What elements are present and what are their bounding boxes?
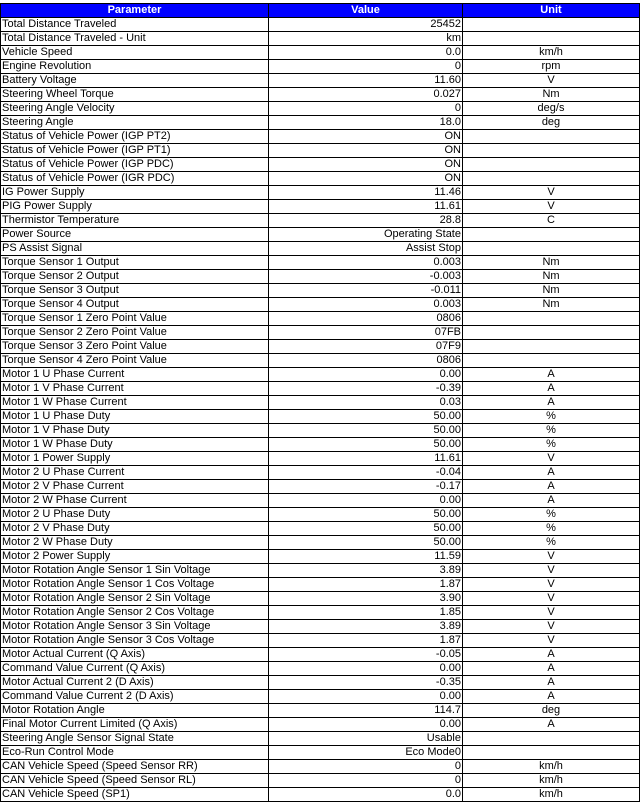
value-cell: 50.00 bbox=[269, 438, 463, 452]
value-cell: ON bbox=[269, 172, 463, 186]
parameter-cell: Power Source bbox=[1, 228, 269, 242]
table-row bbox=[1, 284, 640, 298]
table-row bbox=[1, 760, 640, 774]
parameter-cell: Motor Actual Current 2 (D Axis) bbox=[1, 676, 269, 690]
parameter-cell: Motor Rotation Angle Sensor 1 Cos Voltage bbox=[1, 578, 269, 592]
value-cell: 0 bbox=[269, 60, 463, 74]
parameter-cell: Status of Vehicle Power (IGR PDC) bbox=[1, 172, 269, 186]
value-cell: 11.60 bbox=[269, 74, 463, 88]
unit-cell bbox=[463, 732, 640, 746]
value-cell: 0 bbox=[269, 760, 463, 774]
table-row bbox=[1, 354, 640, 368]
unit-cell: V bbox=[463, 620, 640, 634]
unit-cell: km/h bbox=[463, 46, 640, 60]
value-cell: 28.8 bbox=[269, 214, 463, 228]
value-cell: Usable bbox=[269, 732, 463, 746]
unit-cell: V bbox=[463, 186, 640, 200]
table-row bbox=[1, 60, 640, 74]
table-row bbox=[1, 298, 640, 312]
value-cell: 114.7 bbox=[269, 704, 463, 718]
value-cell: 0 bbox=[269, 102, 463, 116]
value-cell: ON bbox=[269, 144, 463, 158]
table-row bbox=[1, 228, 640, 242]
parameter-cell: Torque Sensor 2 Zero Point Value bbox=[1, 326, 269, 340]
parameter-cell: Thermistor Temperature bbox=[1, 214, 269, 228]
unit-cell: deg/s bbox=[463, 102, 640, 116]
table-row bbox=[1, 144, 640, 158]
value-cell: 0.0 bbox=[269, 788, 463, 802]
unit-cell: A bbox=[463, 368, 640, 382]
value-cell: Assist Stop bbox=[269, 242, 463, 256]
table-row bbox=[1, 774, 640, 788]
table-row bbox=[1, 270, 640, 284]
value-cell: 0.00 bbox=[269, 690, 463, 704]
value-cell: 07FB bbox=[269, 326, 463, 340]
table-row bbox=[1, 88, 640, 102]
value-cell: 50.00 bbox=[269, 410, 463, 424]
value-cell: 0.00 bbox=[269, 718, 463, 732]
unit-cell: A bbox=[463, 494, 640, 508]
unit-cell: A bbox=[463, 396, 640, 410]
unit-cell: V bbox=[463, 550, 640, 564]
table-row bbox=[1, 494, 640, 508]
table-row bbox=[1, 18, 640, 32]
parameter-cell: Torque Sensor 4 Output bbox=[1, 298, 269, 312]
value-cell: -0.39 bbox=[269, 382, 463, 396]
parameter-cell: Torque Sensor 3 Output bbox=[1, 284, 269, 298]
unit-cell: A bbox=[463, 480, 640, 494]
unit-cell: V bbox=[463, 200, 640, 214]
parameter-cell: CAN Vehicle Speed (SP1) bbox=[1, 788, 269, 802]
parameter-cell: Motor 2 U Phase Current bbox=[1, 466, 269, 480]
parameter-cell: Vehicle Speed bbox=[1, 46, 269, 60]
parameter-cell: Motor 2 W Phase Duty bbox=[1, 536, 269, 550]
table-row bbox=[1, 256, 640, 270]
parameter-column-header: Parameter bbox=[1, 4, 269, 18]
unit-column-header: Unit bbox=[463, 4, 640, 18]
unit-cell: V bbox=[463, 452, 640, 466]
value-cell: 1.85 bbox=[269, 606, 463, 620]
table-row bbox=[1, 788, 640, 802]
table-row bbox=[1, 606, 640, 620]
parameter-cell: Command Value Current (Q Axis) bbox=[1, 662, 269, 676]
parameter-cell: Final Motor Current Limited (Q Axis) bbox=[1, 718, 269, 732]
parameter-cell: Status of Vehicle Power (IGP PT1) bbox=[1, 144, 269, 158]
parameter-cell: Total Distance Traveled bbox=[1, 18, 269, 32]
parameter-cell: Motor Rotation Angle Sensor 2 Sin Voltage bbox=[1, 592, 269, 606]
value-cell: 3.90 bbox=[269, 592, 463, 606]
table-row bbox=[1, 578, 640, 592]
value-cell: 07F9 bbox=[269, 340, 463, 354]
parameter-cell: Status of Vehicle Power (IGP PDC) bbox=[1, 158, 269, 172]
data-list-table bbox=[0, 3, 640, 802]
parameter-cell: Motor 1 W Phase Duty bbox=[1, 438, 269, 452]
parameter-cell: Steering Angle Sensor Signal State bbox=[1, 732, 269, 746]
unit-cell: % bbox=[463, 410, 640, 424]
unit-cell: % bbox=[463, 424, 640, 438]
table-row bbox=[1, 424, 640, 438]
unit-cell: A bbox=[463, 648, 640, 662]
unit-cell bbox=[463, 130, 640, 144]
parameter-cell: Motor 1 U Phase Current bbox=[1, 368, 269, 382]
unit-cell: V bbox=[463, 592, 640, 606]
unit-cell: A bbox=[463, 690, 640, 704]
table-row bbox=[1, 466, 640, 480]
value-cell: 11.61 bbox=[269, 452, 463, 466]
value-cell: 0.003 bbox=[269, 298, 463, 312]
unit-cell: V bbox=[463, 606, 640, 620]
value-cell: 18.0 bbox=[269, 116, 463, 130]
parameter-cell: PIG Power Supply bbox=[1, 200, 269, 214]
table-row bbox=[1, 746, 640, 760]
table-row bbox=[1, 522, 640, 536]
data-rows bbox=[1, 18, 640, 802]
parameter-cell: Motor 2 U Phase Duty bbox=[1, 508, 269, 522]
unit-cell: km/h bbox=[463, 760, 640, 774]
table-row bbox=[1, 550, 640, 564]
value-cell: 3.89 bbox=[269, 564, 463, 578]
table-row bbox=[1, 592, 640, 606]
unit-cell: A bbox=[463, 466, 640, 480]
table-row bbox=[1, 158, 640, 172]
table-row bbox=[1, 438, 640, 452]
value-cell: 0.00 bbox=[269, 368, 463, 382]
parameter-cell: PS Assist Signal bbox=[1, 242, 269, 256]
unit-cell bbox=[463, 158, 640, 172]
parameter-cell: Eco-Run Control Mode bbox=[1, 746, 269, 760]
data-list-container bbox=[0, 3, 640, 802]
parameter-cell: Motor Actual Current (Q Axis) bbox=[1, 648, 269, 662]
unit-cell: Nm bbox=[463, 256, 640, 270]
unit-cell bbox=[463, 354, 640, 368]
parameter-cell: Torque Sensor 1 Output bbox=[1, 256, 269, 270]
parameter-cell: Torque Sensor 2 Output bbox=[1, 270, 269, 284]
unit-cell bbox=[463, 228, 640, 242]
value-cell: -0.011 bbox=[269, 284, 463, 298]
value-cell: 0806 bbox=[269, 354, 463, 368]
parameter-cell: Torque Sensor 1 Zero Point Value bbox=[1, 312, 269, 326]
value-cell: 25452 bbox=[269, 18, 463, 32]
parameter-cell: Status of Vehicle Power (IGP PT2) bbox=[1, 130, 269, 144]
parameter-cell: Motor 2 V Phase Duty bbox=[1, 522, 269, 536]
table-row bbox=[1, 396, 640, 410]
value-cell: 0.003 bbox=[269, 256, 463, 270]
value-cell: 0.0 bbox=[269, 46, 463, 60]
unit-cell: Nm bbox=[463, 270, 640, 284]
value-cell: 11.46 bbox=[269, 186, 463, 200]
table-row bbox=[1, 718, 640, 732]
table-row bbox=[1, 634, 640, 648]
parameter-cell: Motor Rotation Angle Sensor 3 Sin Voltage bbox=[1, 620, 269, 634]
parameter-cell: Engine Revolution bbox=[1, 60, 269, 74]
value-cell: 0 bbox=[269, 774, 463, 788]
table-row bbox=[1, 340, 640, 354]
unit-cell: A bbox=[463, 718, 640, 732]
value-cell: -0.05 bbox=[269, 648, 463, 662]
unit-cell: A bbox=[463, 382, 640, 396]
table-row bbox=[1, 410, 640, 424]
parameter-cell: Motor Rotation Angle Sensor 1 Sin Voltage bbox=[1, 564, 269, 578]
parameter-cell: Motor 1 U Phase Duty bbox=[1, 410, 269, 424]
value-cell: ON bbox=[269, 158, 463, 172]
table-row bbox=[1, 368, 640, 382]
unit-cell: % bbox=[463, 522, 640, 536]
parameter-cell: Steering Angle Velocity bbox=[1, 102, 269, 116]
value-cell: 50.00 bbox=[269, 508, 463, 522]
unit-cell bbox=[463, 32, 640, 46]
table-row bbox=[1, 508, 640, 522]
parameter-cell: Motor Rotation Angle bbox=[1, 704, 269, 718]
value-cell: 50.00 bbox=[269, 522, 463, 536]
value-cell: 1.87 bbox=[269, 634, 463, 648]
unit-cell bbox=[463, 746, 640, 760]
table-row bbox=[1, 326, 640, 340]
unit-cell bbox=[463, 144, 640, 158]
value-cell: 11.59 bbox=[269, 550, 463, 564]
unit-cell: rpm bbox=[463, 60, 640, 74]
table-row bbox=[1, 242, 640, 256]
parameter-cell: CAN Vehicle Speed (Speed Sensor RR) bbox=[1, 760, 269, 774]
unit-cell bbox=[463, 326, 640, 340]
parameter-cell: Motor 1 Power Supply bbox=[1, 452, 269, 466]
value-cell: 0806 bbox=[269, 312, 463, 326]
value-cell: 3.89 bbox=[269, 620, 463, 634]
table-row bbox=[1, 46, 640, 60]
value-cell: 50.00 bbox=[269, 424, 463, 438]
unit-cell: deg bbox=[463, 116, 640, 130]
table-row bbox=[1, 200, 640, 214]
value-cell: -0.17 bbox=[269, 480, 463, 494]
table-row bbox=[1, 662, 640, 676]
parameter-cell: Motor Rotation Angle Sensor 3 Cos Voltage bbox=[1, 634, 269, 648]
unit-cell: Nm bbox=[463, 298, 640, 312]
value-cell: 11.61 bbox=[269, 200, 463, 214]
unit-cell: deg bbox=[463, 704, 640, 718]
parameter-cell: Motor 1 V Phase Duty bbox=[1, 424, 269, 438]
unit-cell: km/h bbox=[463, 788, 640, 802]
value-cell: 0.00 bbox=[269, 494, 463, 508]
value-cell: -0.003 bbox=[269, 270, 463, 284]
table-row bbox=[1, 620, 640, 634]
value-cell: km bbox=[269, 32, 463, 46]
unit-cell: % bbox=[463, 536, 640, 550]
parameter-cell: Steering Wheel Torque bbox=[1, 88, 269, 102]
table-row bbox=[1, 676, 640, 690]
unit-cell: V bbox=[463, 74, 640, 88]
unit-cell: V bbox=[463, 634, 640, 648]
parameter-cell: Command Value Current 2 (D Axis) bbox=[1, 690, 269, 704]
value-column-header: Value bbox=[269, 4, 463, 18]
parameter-cell: Battery Voltage bbox=[1, 74, 269, 88]
table-row bbox=[1, 102, 640, 116]
unit-cell: Nm bbox=[463, 88, 640, 102]
unit-cell: V bbox=[463, 564, 640, 578]
value-cell: 50.00 bbox=[269, 536, 463, 550]
unit-cell: Nm bbox=[463, 284, 640, 298]
value-cell: Operating State bbox=[269, 228, 463, 242]
parameter-cell: Motor 2 W Phase Current bbox=[1, 494, 269, 508]
table-row bbox=[1, 172, 640, 186]
parameter-cell: Torque Sensor 3 Zero Point Value bbox=[1, 340, 269, 354]
unit-cell bbox=[463, 242, 640, 256]
parameter-cell: Steering Angle bbox=[1, 116, 269, 130]
header-row bbox=[1, 4, 640, 18]
table-row bbox=[1, 382, 640, 396]
unit-cell: V bbox=[463, 578, 640, 592]
parameter-cell: Motor 1 V Phase Current bbox=[1, 382, 269, 396]
unit-cell bbox=[463, 312, 640, 326]
table-row bbox=[1, 452, 640, 466]
table-row bbox=[1, 186, 640, 200]
table-row bbox=[1, 480, 640, 494]
table-row bbox=[1, 130, 640, 144]
table-row bbox=[1, 536, 640, 550]
table-row bbox=[1, 74, 640, 88]
value-cell: 0.03 bbox=[269, 396, 463, 410]
unit-cell: km/h bbox=[463, 774, 640, 788]
table-row bbox=[1, 690, 640, 704]
parameter-cell: Torque Sensor 4 Zero Point Value bbox=[1, 354, 269, 368]
value-cell: 0.027 bbox=[269, 88, 463, 102]
value-cell: 0.00 bbox=[269, 662, 463, 676]
table-row bbox=[1, 564, 640, 578]
unit-cell: % bbox=[463, 508, 640, 522]
table-row bbox=[1, 648, 640, 662]
parameter-cell: IG Power Supply bbox=[1, 186, 269, 200]
table-row bbox=[1, 732, 640, 746]
unit-cell bbox=[463, 18, 640, 32]
value-cell: -0.35 bbox=[269, 676, 463, 690]
unit-cell: C bbox=[463, 214, 640, 228]
parameter-cell: CAN Vehicle Speed (Speed Sensor RL) bbox=[1, 774, 269, 788]
table-row bbox=[1, 704, 640, 718]
parameter-cell: Motor 2 Power Supply bbox=[1, 550, 269, 564]
unit-cell bbox=[463, 172, 640, 186]
table-row bbox=[1, 312, 640, 326]
table-row bbox=[1, 116, 640, 130]
table-row bbox=[1, 32, 640, 46]
value-cell: Eco Mode0 bbox=[269, 746, 463, 760]
parameter-cell: Motor 2 V Phase Current bbox=[1, 480, 269, 494]
unit-cell: A bbox=[463, 676, 640, 690]
parameter-cell: Motor 1 W Phase Current bbox=[1, 396, 269, 410]
unit-cell: A bbox=[463, 662, 640, 676]
parameter-cell: Total Distance Traveled - Unit bbox=[1, 32, 269, 46]
value-cell: ON bbox=[269, 130, 463, 144]
value-cell: 1.87 bbox=[269, 578, 463, 592]
unit-cell: % bbox=[463, 438, 640, 452]
unit-cell bbox=[463, 340, 640, 354]
parameter-cell: Motor Rotation Angle Sensor 2 Cos Voltage bbox=[1, 606, 269, 620]
table-row bbox=[1, 214, 640, 228]
value-cell: -0.04 bbox=[269, 466, 463, 480]
